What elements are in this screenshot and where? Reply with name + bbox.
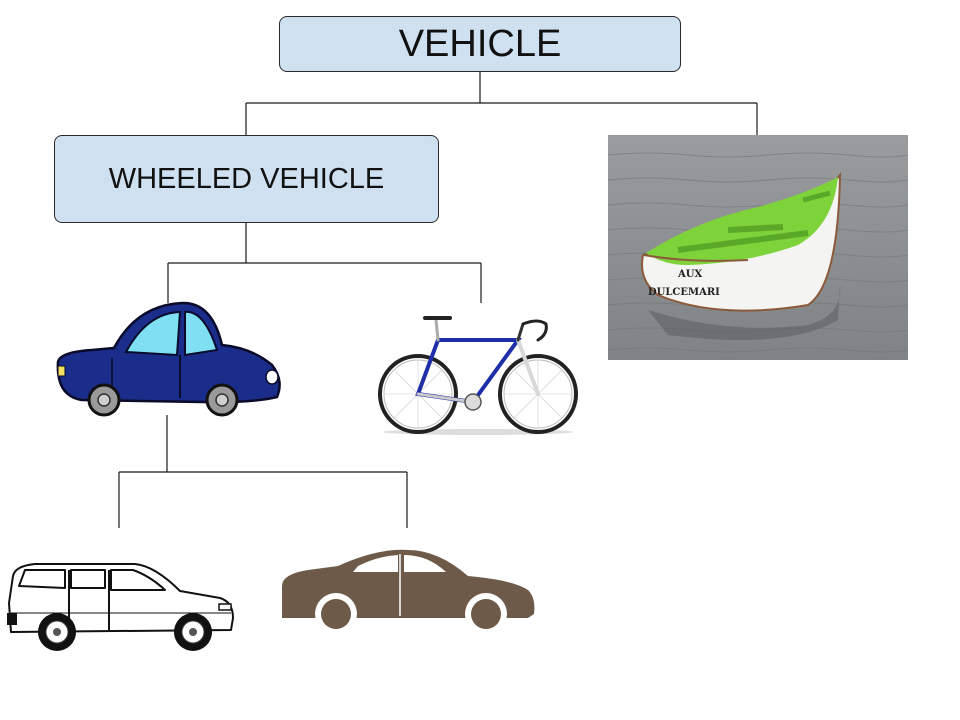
cartoon-car-image	[52, 300, 284, 420]
boat-hull-text-line2: DULCEMARI	[648, 287, 720, 298]
suv-window-2	[71, 570, 105, 588]
suv-wheel-front	[174, 613, 212, 651]
suv-image	[5, 558, 237, 653]
boat-image	[608, 135, 908, 360]
wheeled-vehicle-node	[54, 135, 439, 223]
sedan-silhouette-image	[278, 546, 538, 638]
boat-hull-text-line1: AUX	[678, 269, 703, 280]
suv-window-1	[19, 570, 65, 588]
vehicle-node	[279, 16, 681, 72]
bicycle-image	[378, 312, 583, 437]
wheeled-vehicle-node-label: WHEELED VEHICLE	[108, 162, 385, 195]
vehicle-node-label: VEHICLE	[398, 22, 562, 65]
suv-wheel-rear	[38, 613, 76, 651]
